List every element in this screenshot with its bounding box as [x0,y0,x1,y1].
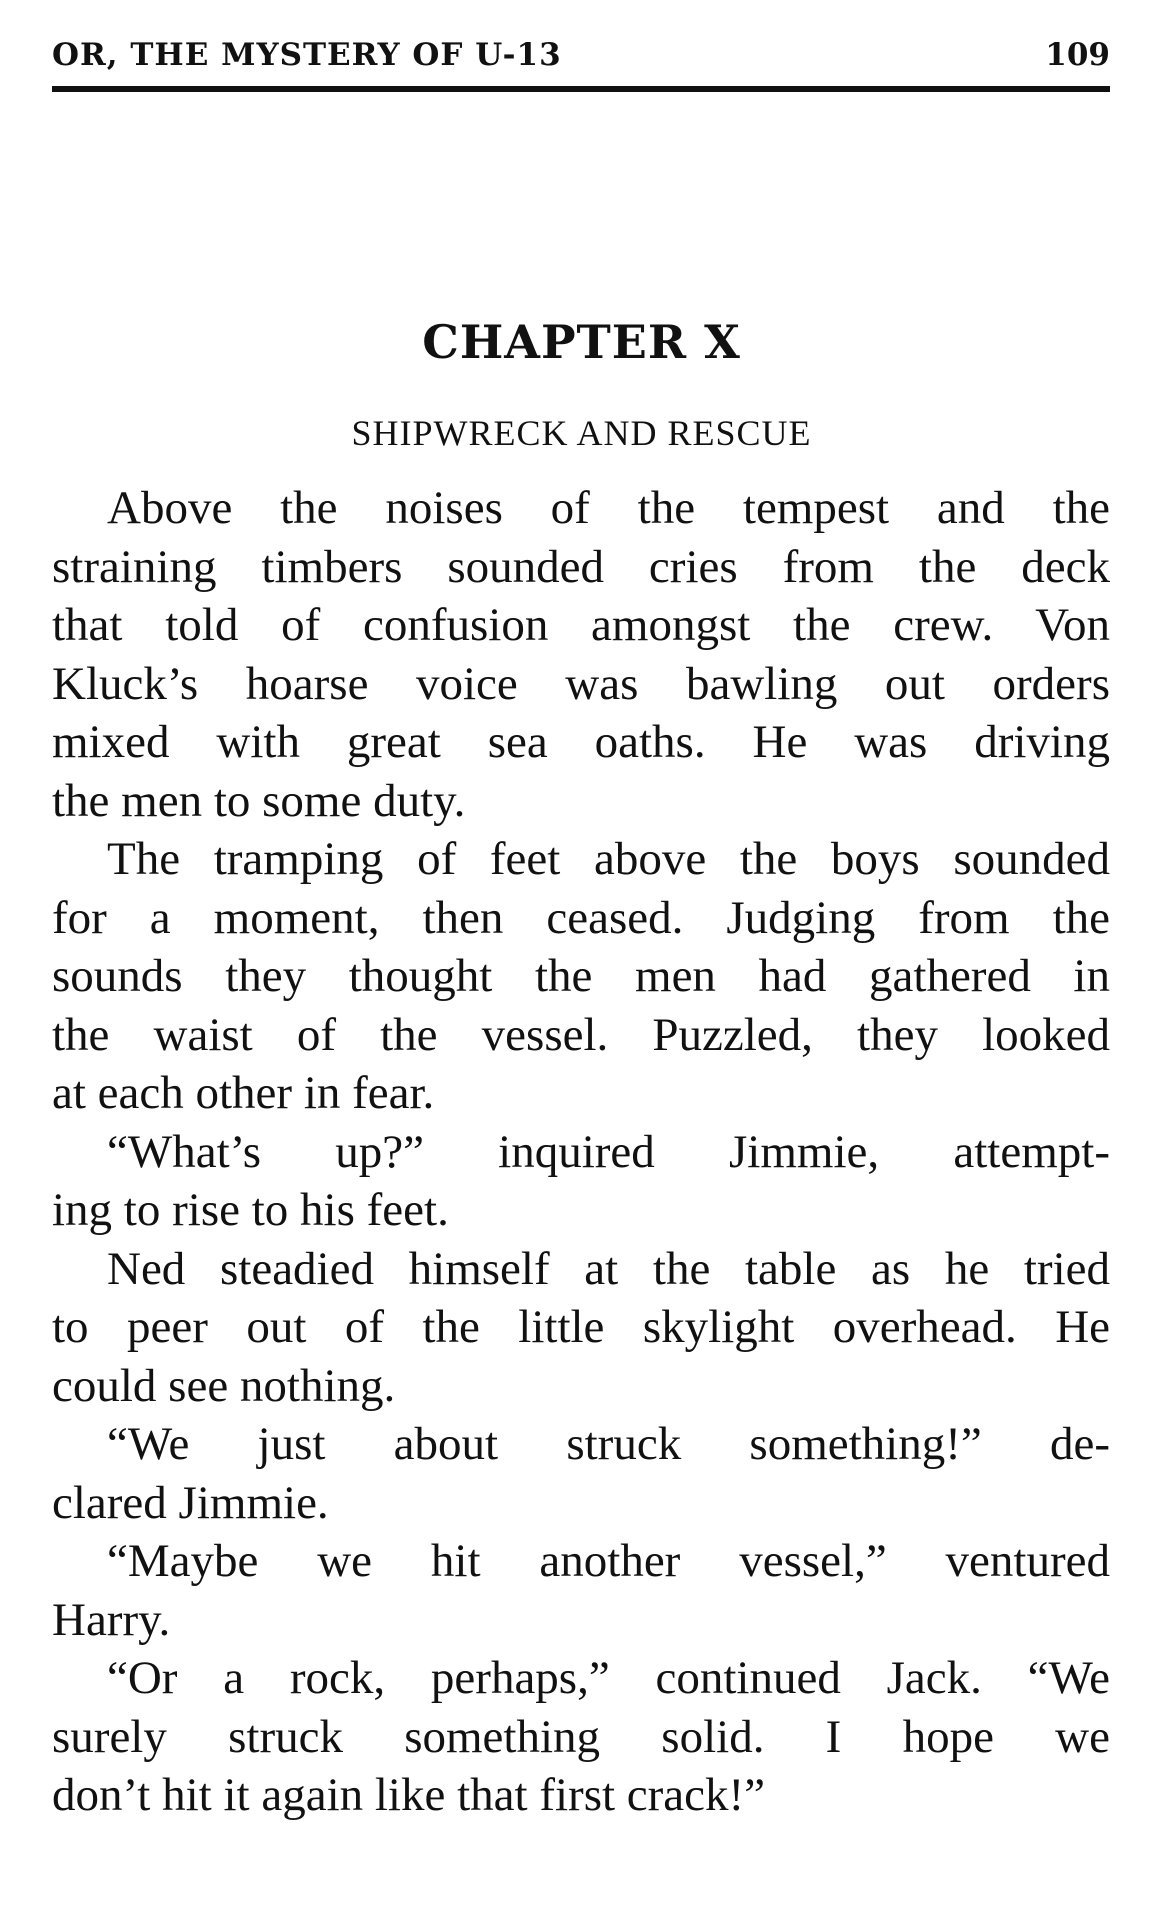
text-line: sounds they thought the men had gathered in [52,950,1110,1002]
text-line: Kluck’s hoarse voice was bawling out orders [52,657,1110,710]
text-line: “We just about struck something!” de- [107,1418,1110,1470]
chapter-subtitle: SHIPWRECK AND RESCUE [351,413,812,453]
text-line: Above the noises of the tempest and the [107,482,1110,534]
text-line: ing to rise to his feet. [52,1184,449,1236]
text-line: could see nothing. [52,1359,396,1412]
text-line: don’t hit it again like that first crack!” [52,1769,766,1821]
chapter-title: CHAPTER X [422,315,741,369]
text-line: clared Jimmie. [52,1476,329,1529]
text-line: “Maybe we hit another vessel,” ventured [107,1535,1110,1587]
text-line: at each other in fear. [52,1067,435,1119]
text-line: Ned steadied himself at the table as he tried [107,1242,1110,1295]
header-rule [52,86,1110,92]
text-line: to peer out of the little skylight overhead. He [52,1301,1110,1353]
text-line: that told of confusion amongst the crew. Von [52,599,1110,651]
text-line: the waist of the vessel. Puzzled, they looked [52,1008,1110,1061]
running-title: OR, THE MYSTERY OF U-13 [52,37,562,73]
running-head [52,32,1110,78]
page-number: 109 [1045,37,1110,73]
text-line: Harry. [52,1593,171,1646]
text-line: “Or a rock, perhaps,” continued Jack. “We [107,1652,1110,1704]
text-line: “What’s up?” inquired Jimmie, attempt- [107,1125,1110,1178]
text-line: for a moment, then ceased. Judging from the [52,891,1110,944]
text-line: mixed with great sea oaths. He was driving [52,716,1110,768]
text-line: the men to some duty. [52,774,466,827]
text-line: straining timbers sounded cries from the deck [52,540,1110,593]
text-line: The tramping of feet above the boys sounded [107,833,1110,885]
body-text [52,479,1110,1825]
text-line: surely struck something solid. I hope we [52,1710,1110,1763]
